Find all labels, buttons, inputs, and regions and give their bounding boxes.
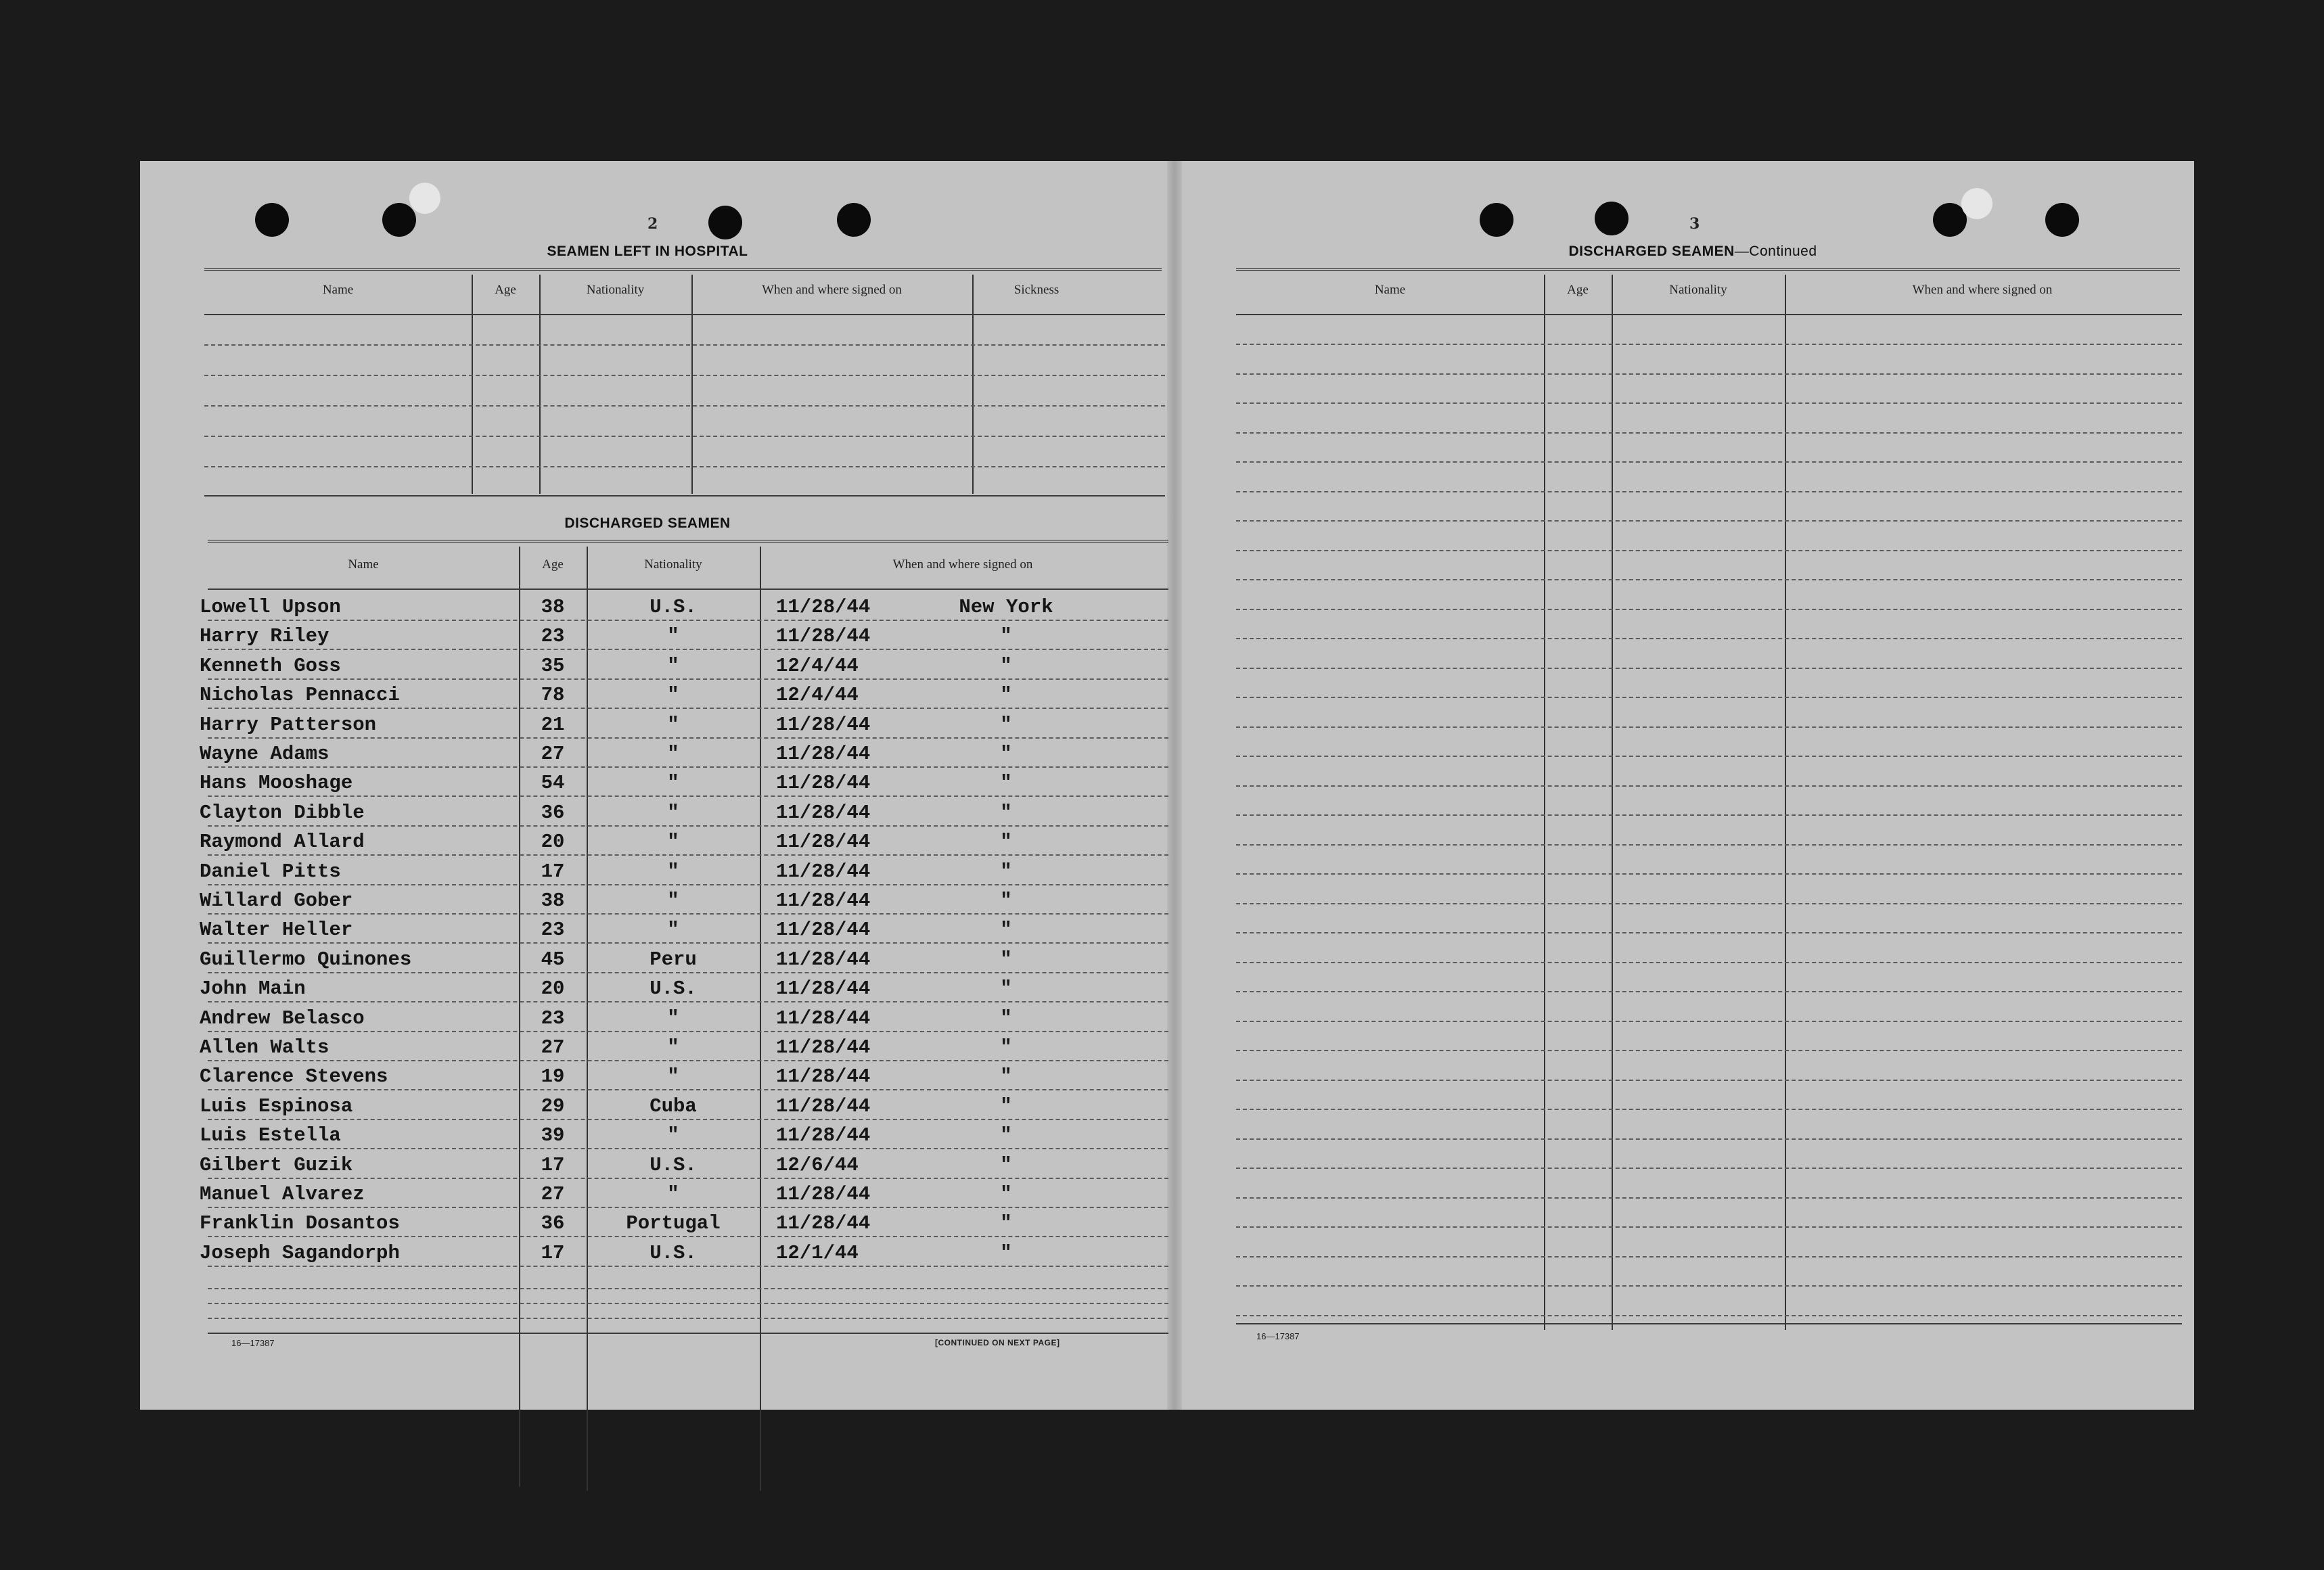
right-row-line [1236, 609, 2182, 610]
seaman-age: 27 [541, 1036, 565, 1059]
signed-on-place: " [1000, 948, 1012, 971]
discharged-bottom-rule [208, 1333, 1168, 1334]
seaman-nationality: " [667, 1183, 679, 1205]
discharged-row-line [208, 795, 1168, 797]
seaman-nationality: " [667, 625, 679, 647]
signed-on-place: " [1000, 625, 1012, 647]
hospital-header-name: Name [322, 283, 354, 297]
seaman-name: John Main [200, 977, 306, 1000]
seaman-nationality: " [667, 890, 679, 912]
hospital-header-sickness: Sickness [1013, 283, 1060, 297]
table-row [140, 858, 1168, 887]
hospital-header-age: Age [495, 283, 516, 297]
seaman-age: 35 [541, 655, 565, 677]
right-row-line [1236, 1138, 2182, 1140]
signed-on-date: 12/1/44 [776, 1242, 859, 1264]
seaman-name: Wayne Adams [200, 743, 329, 765]
table-row [140, 829, 1168, 858]
discharged-row-line [208, 1303, 1168, 1304]
punch-hole [837, 203, 871, 237]
right-row-line [1236, 756, 2182, 757]
hospital-bottom-rule [204, 495, 1165, 497]
signed-on-date: 11/28/44 [776, 1183, 871, 1205]
discharged-header-bottom [208, 588, 1168, 590]
discharged-continued-title-suffix: —Continued [1734, 244, 1817, 259]
signed-on-place: " [1000, 1036, 1012, 1059]
discharged-row-line [208, 649, 1168, 650]
signed-on-date: 12/6/44 [776, 1154, 859, 1176]
discharged-continued-title [1493, 244, 1892, 260]
seaman-age: 27 [541, 1183, 565, 1205]
right-row-line [1236, 402, 2182, 404]
punch-hole [1480, 203, 1513, 237]
right-row-line [1236, 1109, 2182, 1110]
discharged-header-age: Age [542, 557, 564, 572]
signed-on-place: " [1000, 890, 1012, 912]
signed-on-place: " [1000, 802, 1012, 824]
table-row [140, 887, 1168, 917]
right-row-line [1236, 814, 2182, 816]
table-row [140, 770, 1168, 799]
table-row [140, 594, 1168, 623]
signed-on-date: 11/28/44 [776, 1124, 871, 1147]
seaman-age: 23 [541, 919, 565, 941]
signed-on-place: New York [959, 596, 1053, 618]
discharged-row-line [208, 1318, 1168, 1319]
table-row [140, 1152, 1168, 1181]
seaman-name: Daniel Pitts [200, 860, 341, 883]
signed-on-place: " [1000, 860, 1012, 883]
table-row [140, 1122, 1168, 1151]
discharged-row-line [208, 884, 1168, 885]
table-row [140, 800, 1168, 829]
signed-on-date: 11/28/44 [776, 714, 871, 736]
seaman-name: Lowell Upson [200, 596, 341, 618]
right-header-bottom [1236, 314, 2182, 315]
punch-hole [382, 203, 416, 237]
signed-on-place: " [1000, 1007, 1012, 1030]
seaman-nationality: " [667, 802, 679, 824]
signed-on-date: 11/28/44 [776, 596, 871, 618]
signed-on-date: 11/28/44 [776, 1065, 871, 1088]
seaman-name: Willard Gober [200, 890, 353, 912]
seaman-name: Luis Estella [200, 1124, 341, 1147]
hospital-col-divider [539, 275, 541, 494]
right-row-line [1236, 962, 2182, 963]
table-row [140, 623, 1168, 652]
right-row-line [1236, 491, 2182, 492]
hospital-row-line [204, 405, 1165, 407]
seaman-nationality: " [667, 655, 679, 677]
right-row-line [1236, 1226, 2182, 1228]
table-row [140, 712, 1168, 741]
signed-on-date: 11/28/44 [776, 831, 871, 853]
signed-on-date: 12/4/44 [776, 655, 859, 677]
discharged-header-signed-on: When and where signed on [892, 557, 1033, 572]
seaman-nationality: Cuba [650, 1095, 697, 1117]
seaman-age: 23 [541, 625, 565, 647]
signed-on-place: " [1000, 1212, 1012, 1234]
seaman-name: Guillermo Quinones [200, 948, 412, 971]
seaman-name: Luis Espinosa [200, 1095, 353, 1117]
right-header-age: Age [1567, 283, 1589, 297]
hospital-header-rule [204, 314, 1165, 315]
discharged-row-line [208, 1207, 1168, 1208]
punch-hole [1595, 202, 1628, 235]
table-row [140, 917, 1168, 946]
hospital-col-divider [691, 275, 693, 494]
seaman-age: 17 [541, 1154, 565, 1176]
seaman-name: Raymond Allard [200, 831, 365, 853]
seaman-age: 45 [541, 948, 565, 971]
seaman-age: 23 [541, 1007, 565, 1030]
seaman-name: Hans Mooshage [200, 772, 353, 794]
signed-on-date: 11/28/44 [776, 1007, 871, 1030]
signed-on-place: " [1000, 1154, 1012, 1176]
page-number-right: 3 [1689, 215, 1700, 233]
seaman-age: 38 [541, 596, 565, 618]
discharged-row-line [208, 1266, 1168, 1267]
right-bottom-rule [1236, 1323, 2182, 1324]
seaman-nationality: " [667, 1036, 679, 1059]
signed-on-place: " [1000, 1124, 1012, 1147]
discharged-row-line [208, 942, 1168, 944]
right-header-nationality: Nationality [1669, 283, 1727, 297]
discharged-continued-title-main: DISCHARGED SEAMEN [1568, 244, 1735, 259]
signed-on-date: 11/28/44 [776, 1095, 871, 1117]
signed-on-place: " [1000, 919, 1012, 941]
seaman-name: Allen Walts [200, 1036, 329, 1059]
right-row-line [1236, 697, 2182, 698]
seaman-age: 19 [541, 1065, 565, 1088]
seaman-nationality: " [667, 714, 679, 736]
table-row [140, 1210, 1168, 1239]
seaman-name: Gilbert Guzik [200, 1154, 353, 1176]
discharged-row-line [208, 620, 1168, 621]
seaman-nationality: " [667, 743, 679, 765]
discharged-row-line [208, 1031, 1168, 1032]
seaman-name: Franklin Dosantos [200, 1212, 400, 1234]
seaman-nationality: " [667, 1065, 679, 1088]
right-row-line [1236, 1285, 2182, 1287]
hospital-row-line [204, 436, 1165, 437]
form-number-left: 16—17387 [231, 1338, 275, 1348]
discharged-header-rule [208, 540, 1168, 542]
continued-note: [CONTINUED ON NEXT PAGE] [935, 1338, 1060, 1347]
hospital-row-line [204, 375, 1165, 376]
discharged-row-line [208, 1178, 1168, 1179]
seaman-age: 36 [541, 802, 565, 824]
signed-on-place: " [1000, 1242, 1012, 1264]
signed-on-place: " [1000, 1095, 1012, 1117]
seaman-age: 17 [541, 1242, 565, 1264]
right-row-line [1236, 873, 2182, 875]
seaman-nationality: " [667, 919, 679, 941]
seaman-name: Andrew Belasco [200, 1007, 365, 1030]
right-row-line [1236, 461, 2182, 463]
signed-on-place: " [1000, 1183, 1012, 1205]
right-row-line [1236, 1080, 2182, 1081]
right-row-line [1236, 726, 2182, 728]
hospital-col-divider [472, 275, 473, 494]
punch-hole [255, 203, 289, 237]
table-row [140, 975, 1168, 1005]
seaman-name: Harry Patterson [200, 714, 377, 736]
hospital-col-divider [972, 275, 974, 494]
discharged-row-line [208, 1148, 1168, 1149]
right-row-line [1236, 432, 2182, 434]
right-row-line [1236, 785, 2182, 787]
seaman-nationality: " [667, 1007, 679, 1030]
seaman-age: 27 [541, 743, 565, 765]
signed-on-date: 11/28/44 [776, 977, 871, 1000]
seaman-age: 20 [541, 977, 565, 1000]
signed-on-date: 11/28/44 [776, 625, 871, 647]
center-fold [1167, 161, 1182, 1410]
header-rule [204, 268, 1162, 271]
signed-on-place: " [1000, 1065, 1012, 1088]
table-row [140, 1005, 1168, 1034]
seaman-name: Joseph Sagandorph [200, 1242, 400, 1264]
right-row-line [1236, 520, 2182, 522]
punch-hole [1961, 188, 1992, 219]
signed-on-place: " [1000, 977, 1012, 1000]
seaman-name: Clayton Dibble [200, 802, 365, 824]
right-row-line [1236, 1168, 2182, 1169]
right-row-line [1236, 903, 2182, 904]
seaman-nationality: " [667, 772, 679, 794]
seaman-nationality: U.S. [650, 1154, 697, 1176]
document-sheet [140, 161, 2194, 1410]
seaman-nationality: " [667, 860, 679, 883]
discharged-section-title: DISCHARGED SEAMEN [564, 515, 731, 531]
signed-on-date: 11/28/44 [776, 948, 871, 971]
right-row-line [1236, 844, 2182, 846]
signed-on-date: 11/28/44 [776, 1212, 871, 1234]
discharged-row-line [208, 1236, 1168, 1237]
right-row-line [1236, 1315, 2182, 1316]
seaman-age: 36 [541, 1212, 565, 1234]
seaman-name: Harry Riley [200, 625, 329, 647]
discharged-row-line [208, 854, 1168, 856]
seaman-nationality: " [667, 1124, 679, 1147]
right-row-line [1236, 579, 2182, 580]
seaman-nationality: Portugal [626, 1212, 721, 1234]
right-row-line [1236, 932, 2182, 933]
signed-on-place: " [1000, 684, 1012, 706]
right-header-name: Name [1374, 283, 1406, 297]
table-row [140, 653, 1168, 682]
seaman-nationality: Peru [650, 948, 697, 971]
discharged-row-line [208, 972, 1168, 973]
discharged-row-line [208, 1060, 1168, 1061]
page-number-left: 2 [647, 215, 658, 233]
table-row [140, 1063, 1168, 1092]
hospital-header-nationality: Nationality [586, 283, 645, 297]
right-row-line [1236, 1021, 2182, 1022]
seaman-name: Kenneth Goss [200, 655, 341, 677]
seaman-age: 20 [541, 831, 565, 853]
table-row [140, 1034, 1168, 1063]
seaman-name: Manuel Alvarez [200, 1183, 365, 1205]
signed-on-place: " [1000, 714, 1012, 736]
signed-on-place: " [1000, 655, 1012, 677]
seaman-name: Walter Heller [200, 919, 353, 941]
table-row [140, 946, 1168, 975]
discharged-row-line [208, 737, 1168, 739]
punch-hole [2045, 203, 2079, 237]
discharged-header-nationality: Nationality [644, 557, 702, 572]
right-row-line [1236, 373, 2182, 375]
punch-hole [708, 206, 742, 239]
seaman-nationality: U.S. [650, 1242, 697, 1264]
seaman-age: 39 [541, 1124, 565, 1147]
seaman-age: 29 [541, 1095, 565, 1117]
signed-on-date: 11/28/44 [776, 860, 871, 883]
form-number-right: 16—17387 [1256, 1331, 1300, 1341]
right-row-line [1236, 344, 2182, 345]
signed-on-date: 11/28/44 [776, 743, 871, 765]
table-row [140, 682, 1168, 711]
table-row [140, 741, 1168, 770]
right-row-line [1236, 1050, 2182, 1051]
discharged-row-line [208, 1089, 1168, 1090]
discharged-row-line [208, 913, 1168, 915]
discharged-row-line [208, 678, 1168, 680]
signed-on-date: 11/28/44 [776, 890, 871, 912]
punch-hole [409, 183, 440, 214]
seaman-age: 21 [541, 714, 565, 736]
seaman-age: 17 [541, 860, 565, 883]
seaman-age: 78 [541, 684, 565, 706]
right-row-line [1236, 668, 2182, 669]
seaman-nationality: U.S. [650, 596, 697, 618]
table-row [140, 1181, 1168, 1210]
table-row [140, 1240, 1168, 1269]
seaman-age: 54 [541, 772, 565, 794]
right-row-line [1236, 638, 2182, 639]
seaman-name: Nicholas Pennacci [200, 684, 400, 706]
seaman-nationality: " [667, 684, 679, 706]
hospital-row-line [204, 344, 1165, 346]
signed-on-date: 11/28/44 [776, 919, 871, 941]
discharged-row-line [208, 1119, 1168, 1120]
signed-on-date: 11/28/44 [776, 1036, 871, 1059]
signed-on-place: " [1000, 831, 1012, 853]
right-row-line [1236, 1197, 2182, 1199]
discharged-header-name: Name [348, 557, 379, 572]
seaman-nationality: U.S. [650, 977, 697, 1000]
right-row-line [1236, 550, 2182, 551]
signed-on-date: 11/28/44 [776, 802, 871, 824]
signed-on-place: " [1000, 743, 1012, 765]
seaman-name: Clarence Stevens [200, 1065, 388, 1088]
signed-on-date: 11/28/44 [776, 772, 871, 794]
hospital-row-line [204, 466, 1165, 467]
seaman-nationality: " [667, 831, 679, 853]
discharged-row-line [208, 825, 1168, 827]
table-row [140, 1093, 1168, 1122]
right-header-signed-on: When and where signed on [1912, 283, 2053, 297]
right-row-line [1236, 991, 2182, 992]
hospital-section-title: SEAMEN LEFT IN HOSPITAL [547, 244, 748, 259]
discharged-row-line [208, 1288, 1168, 1289]
right-header-rule [1236, 268, 2180, 271]
discharged-row-line [208, 708, 1168, 709]
signed-on-place: " [1000, 772, 1012, 794]
right-row-line [1236, 1256, 2182, 1257]
discharged-row-line [208, 1001, 1168, 1002]
seaman-age: 38 [541, 890, 565, 912]
signed-on-date: 12/4/44 [776, 684, 859, 706]
discharged-row-line [208, 766, 1168, 768]
hospital-header-signed-on: When and where signed on [762, 283, 902, 297]
